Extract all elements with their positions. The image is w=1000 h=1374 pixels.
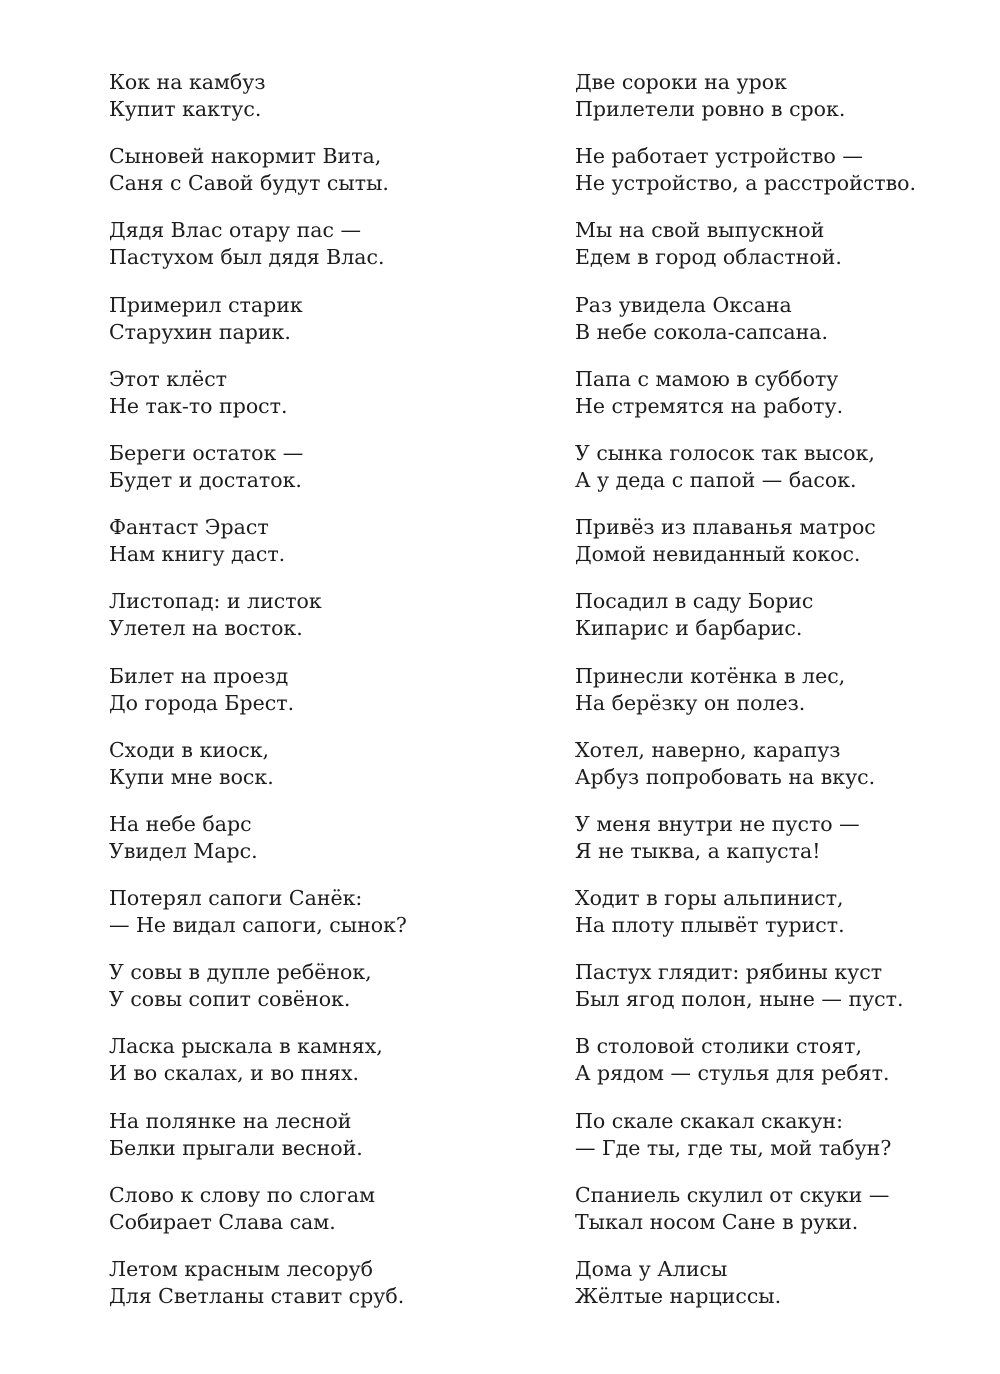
couplet [109, 885, 549, 959]
couplet [575, 1108, 1000, 1182]
couplet [575, 885, 1000, 959]
verse-line: Дома у Алисы [575, 1257, 728, 1281]
couplet [575, 588, 1000, 662]
couplet [109, 143, 549, 217]
couplet [575, 1033, 1000, 1107]
right-column [575, 69, 1000, 1330]
verse-line: Купи мне воск. [109, 764, 274, 789]
couplet [109, 663, 549, 737]
couplet [109, 1256, 549, 1330]
verse-line: Две сороки на урок [575, 70, 787, 94]
couplet [109, 1033, 549, 1107]
couplet [575, 366, 1000, 440]
couplet [109, 292, 549, 366]
verse-line: На берёзку он полез. [575, 690, 806, 715]
verse-line: Летом красным лесоруб [109, 1257, 373, 1281]
couplet [109, 366, 549, 440]
verse-line: Жёлтые нарциссы. [575, 1284, 782, 1308]
verse-line: Саня с Савой будут сыты. [109, 171, 389, 196]
verse-line: Старухин парик. [109, 319, 291, 344]
couplet [109, 1182, 549, 1256]
verse-line: Был ягод полон, ныне — пуст. [575, 987, 904, 1012]
verse-line: Сходи в киоск, [109, 737, 270, 762]
verse-line: — Где ты, где ты, мой табун? [575, 1135, 892, 1160]
left-column [109, 69, 549, 1330]
verse-line: Едем в город областной. [575, 245, 842, 270]
verse-line: Не устройство, а расстройство. [575, 171, 917, 196]
verse-line: Привёз из плаванья матрос [575, 515, 876, 540]
verse-line: У сынка голосок так высок, [575, 440, 875, 465]
verse-line: Будет и достаток. [109, 467, 302, 492]
verse-line: Купит кактус. [109, 97, 262, 121]
verse-line: Не стремятся на работу. [575, 393, 844, 418]
verse-line: И во скалах, и во пнях. [109, 1061, 360, 1086]
verse-line: Папа с мамою в субботу [575, 366, 839, 391]
verse-line: Мы на свой выпускной [575, 218, 825, 243]
couplet [575, 69, 1000, 143]
verse-line: На полянке на лесной [109, 1108, 352, 1133]
verse-line: Пастух глядит: рябины куст [575, 960, 883, 985]
verse-line: Тыкал носом Сане в руки. [575, 1209, 859, 1234]
verse-line: По скале скакал скакун: [575, 1108, 843, 1133]
verse-line: Сыновей накормит Вита, [109, 144, 382, 169]
couplet [575, 440, 1000, 514]
verse-line: У совы в дупле ребёнок, [109, 960, 372, 985]
verse-line: Примерил старик [109, 292, 303, 317]
couplet [109, 588, 549, 662]
verse-line: На небе барс [109, 811, 252, 836]
verse-line: У совы сопит совёнок. [109, 987, 351, 1012]
verse-line: — Не видал сапоги, сынок? [109, 913, 407, 938]
couplet [109, 69, 549, 143]
verse-line: Нам книгу даст. [109, 542, 286, 567]
verse-line: Кипарис и барбарис. [575, 616, 803, 641]
verse-line: Арбуз попробовать на вкус. [575, 764, 876, 789]
couplet [575, 292, 1000, 366]
verse-line: Ходит в горы альпинист, [575, 886, 844, 911]
couplet [109, 737, 549, 811]
verse-line: Не работает устройство — [575, 144, 863, 169]
verse-line: Листопад: и листок [109, 589, 322, 614]
verse-line: Береги остаток — [109, 440, 304, 465]
verse-line: Слово к слову по слогам [109, 1182, 376, 1207]
couplet [109, 440, 549, 514]
verse-line: Этот клёст [109, 366, 228, 391]
verse-line: Раз увидела Оксана [575, 292, 792, 317]
verse-line: Я не тыква, а капуста! [575, 838, 821, 863]
verse-line: Принесли котёнка в лес, [575, 663, 846, 688]
couplet [575, 663, 1000, 737]
verse-line: А рядом — стулья для ребят. [575, 1061, 890, 1086]
verse-line: Увидел Марс. [109, 838, 258, 863]
verse-line: Билет на проезд [109, 663, 289, 688]
verse-line: Прилетели ровно в срок. [575, 97, 846, 121]
couplet [109, 959, 549, 1033]
couplet [575, 737, 1000, 811]
verse-line: Спаниель скулил от скуки — [575, 1182, 890, 1207]
couplet [575, 959, 1000, 1033]
verse-line: Фантаст Эраст [109, 515, 269, 540]
verse-line: Кок на камбуз [109, 70, 266, 94]
couplet [109, 514, 549, 588]
verse-line: Потерял сапоги Санёк: [109, 886, 363, 911]
couplet [109, 217, 549, 291]
verse-line: Хотел, наверно, карапуз [575, 737, 841, 762]
verse-line: Домой невиданный кокос. [575, 542, 861, 567]
verse-line: Посадил в саду Борис [575, 589, 814, 614]
verse-line: Ласка рыскала в камнях, [109, 1034, 383, 1059]
verse-line: В столовой столики стоят, [575, 1034, 862, 1059]
couplet [575, 514, 1000, 588]
couplet [575, 1182, 1000, 1256]
verse-line: Улетел на восток. [109, 616, 303, 641]
verse-line: До города Брест. [109, 690, 295, 715]
verse-line: На плоту плывёт турист. [575, 913, 845, 938]
verse-line: Дядя Влас отару пас — [109, 218, 361, 243]
verse-line: Собирает Слава сам. [109, 1209, 336, 1234]
verse-line: В небе сокола-сапсана. [575, 319, 828, 344]
couplet [575, 1256, 1000, 1330]
verse-line: А у деда с папой — басок. [575, 467, 857, 492]
couplet [575, 811, 1000, 885]
verse-line: Не так-то прост. [109, 393, 288, 418]
verse-line: Белки прыгали весной. [109, 1135, 363, 1160]
couplet [109, 1108, 549, 1182]
verse-line: Пастухом был дядя Влас. [109, 245, 385, 270]
verse-line: Для Светланы ставит сруб. [109, 1284, 405, 1308]
couplet [575, 143, 1000, 217]
verse-line: У меня внутри не пусто — [575, 811, 860, 836]
couplet [575, 217, 1000, 291]
couplet [109, 811, 549, 885]
